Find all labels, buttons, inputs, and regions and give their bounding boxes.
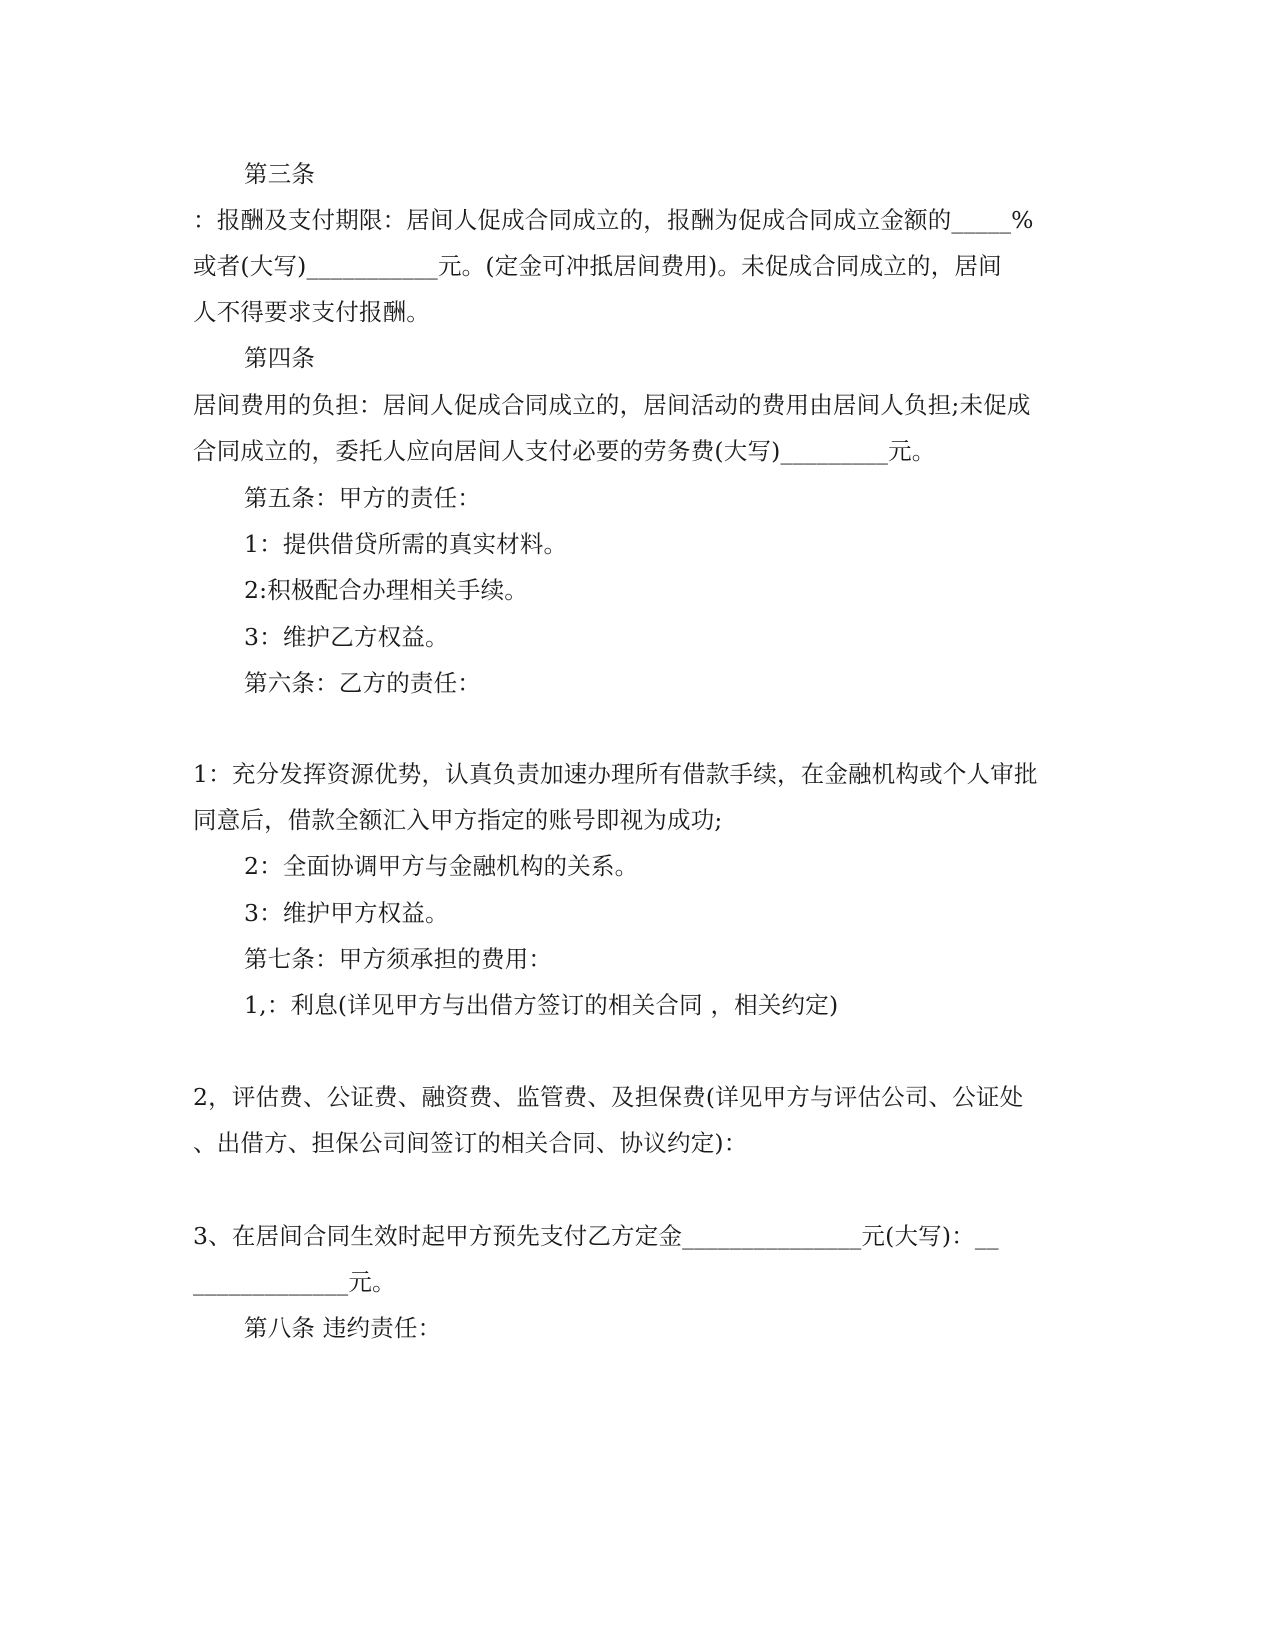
article-6-heading: 第六条：乙方的责任： [244, 669, 481, 697]
article-7-item-2-line-2: 、出借方、担保公司间签订的相关合同、协议约定)： [193, 1129, 748, 1157]
article-5-heading: 第五条：甲方的责任： [244, 484, 481, 512]
article-6-item-2: 2：全面协调甲方与金融机构的关系。 [244, 852, 639, 880]
article-3-text-line-2: 或者(大写)___________元。(定金可冲抵居间费用)。未促成合同成立的，居间 [193, 252, 1002, 280]
article-7-item-3-line-2: _____________元。 [193, 1268, 396, 1296]
article-7-item-3-line-1: 3、在居间合同生效时起甲方预先支付乙方定金_______________元(大写)：__ [193, 1222, 999, 1250]
article-5-item-2: 2:积极配合办理相关手续。 [244, 576, 528, 604]
article-7-heading: 第七条：甲方须承担的费用： [244, 945, 553, 973]
article-6-item-1-line-2: 同意后，借款全额汇入甲方指定的账号即视为成功; [193, 806, 723, 834]
article-6-item-1-line-1: 1：充分发挥资源优势，认真负责加速办理所有借款手续，在金融机构或个人审批 [193, 760, 1038, 788]
article-7-item-2-line-1: 2，评估费、公证费、融资费、监管费、及担保费(详见甲方与评估公司、公证处 [193, 1083, 1024, 1111]
article-7-item-1: 1,：利息(详见甲方与出借方签订的相关合同 ，相关约定) [244, 991, 839, 1019]
article-4-text-line-1: 居间费用的负担：居间人促成合同成立的，居间活动的费用由居间人负担;未促成 [193, 391, 1031, 419]
article-3-text-line-3: 人不得要求支付报酬。 [193, 298, 430, 326]
article-3-text-line-1: ：报酬及支付期限：居间人促成合同成立的，报酬为促成合同成立金额的_____% [193, 206, 1034, 234]
article-5-item-1: 1：提供借贷所需的真实材料。 [244, 530, 568, 558]
article-3-heading: 第三条 [244, 160, 316, 188]
article-4-heading: 第四条 [244, 344, 316, 372]
article-6-item-3: 3：维护甲方权益。 [244, 899, 449, 927]
article-4-text-line-2: 合同成立的，委托人应向居间人支付必要的劳务费(大写)_________元。 [193, 437, 936, 465]
article-8-heading: 第八条 违约责任： [244, 1314, 442, 1342]
article-5-item-3: 3：维护乙方权益。 [244, 623, 449, 651]
